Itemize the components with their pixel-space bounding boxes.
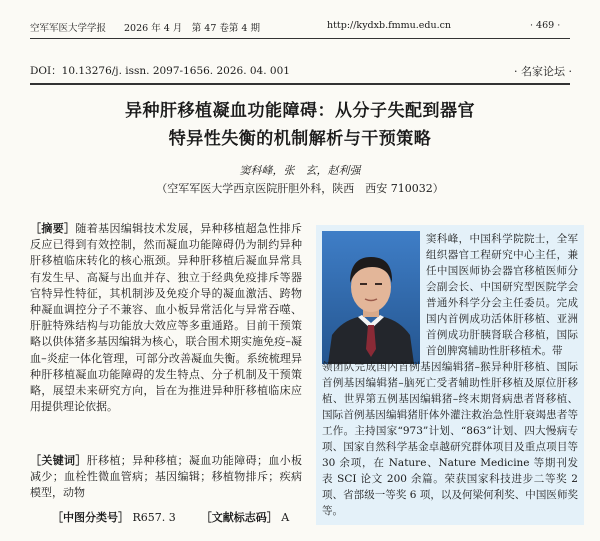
author-portrait-image — [322, 231, 420, 364]
keywords — [30, 453, 302, 502]
abstract-text: 随着基因编辑技术发展，异种移植超急性排斥反应已得到有效控制，然而凝血功能障碍仍为制约异种肝移植临床转化的核心瓶颈。异种肝移植后凝血异常具有发生早、高凝与出血并存、独立于经典免疫排斥等器官特异性特征，其机制涉及免疫介导的凝血激活、跨物种凝血调控分子不兼容、血小板异常活化与异常吞噬、肝脏特殊结构与功能放大效应等多重通路。目前干预策略以供体猪多基因编辑为核心，联合围术期实施免疫–凝血–炎症一体化管理，可部分改善凝血失衡。系统梳理异种肝移植凝血功能障碍的发生特点、分子机制及干预策略，展望未来研究方向，旨在为推进异种肝移植临床应用提供理论依据。 — [30, 222, 303, 414]
abstract — [30, 221, 302, 415]
journal-url: http://kydxb.fmmu.edu.cn — [327, 20, 452, 31]
header-rule — [30, 38, 570, 39]
clc-label: ［中图分类号］ — [52, 511, 129, 524]
author-bio-bottom: 领团队完成国内首例基因编辑猪–猴异种肝移植、国际首例基因编辑猪–脑死亡受者辅助性肝移植及原位肝移植、世界第五例基因编辑猪–终末期肾病患者肾移植、国际首例基因编辑猪肝体外灌注救治急性肝衰竭患者等工作。主持国家“973”计划、“863”计划、四大慢病专项、国家自然科学基金卓越研究群体项目及重点项目等 30 余项，在 Nature、Nature Medicine 等期刊发表 SCI 论文 200 余篇。荣获国家科技进步二等奖 2 项、省部级一等奖 6 项，以及何梁何利奖、中国医师奖等。 — [322, 361, 578, 517]
clc-value: R657. 3 — [132, 511, 176, 524]
title-line-1: 异种肝移植凝血功能障碍：从分子失配到器官 — [125, 101, 475, 121]
issue-info: 2026 年 4 月 第 47 卷第 4 期 — [124, 23, 260, 34]
keywords-label: ［关键词］ — [30, 454, 87, 467]
authors: 窦科峰，张 玄，赵利强 — [239, 164, 361, 177]
abstract-label: ［摘要］ — [30, 222, 76, 235]
doc-code-label: ［文献标志码］ — [200, 511, 278, 524]
keywords-text: 肝移植；异种移植；凝血功能障碍；血小板减少；血栓性微血管病；基因编辑；移植物排斥；疾病模型，动物 — [30, 454, 303, 500]
doi: DOI：10.13276/j. issn. 2097-1656. 2026. 04. 001 — [30, 65, 290, 77]
affiliation: （空军军医大学西京医院肝胆外科，陕西 西安 710032） — [156, 182, 444, 195]
author-bio-top: 窦科峰，中国科学院院士，全军组织器官工程研究中心主任，兼任中国医师协会器官移植医师分会副会长、中国研究型医院学会普通外科学分会主任委员。完成国内首例成功活体肝移植、亚洲首例成功肝胰肾联合移植，国际首创脾窝辅助性肝移植术。带 — [426, 233, 578, 357]
column-label: · 名家论坛 · — [514, 65, 572, 78]
classification-line — [52, 509, 289, 525]
author-photo — [322, 231, 420, 364]
doc-code-value: A — [281, 511, 290, 524]
title-line-2: 特异性失衡的机制解析与干预策略 — [168, 129, 432, 149]
page-number: · 469 · — [530, 20, 561, 31]
doi-rule — [30, 83, 570, 85]
journal-name: 空军军医大学学报 — [30, 23, 107, 34]
